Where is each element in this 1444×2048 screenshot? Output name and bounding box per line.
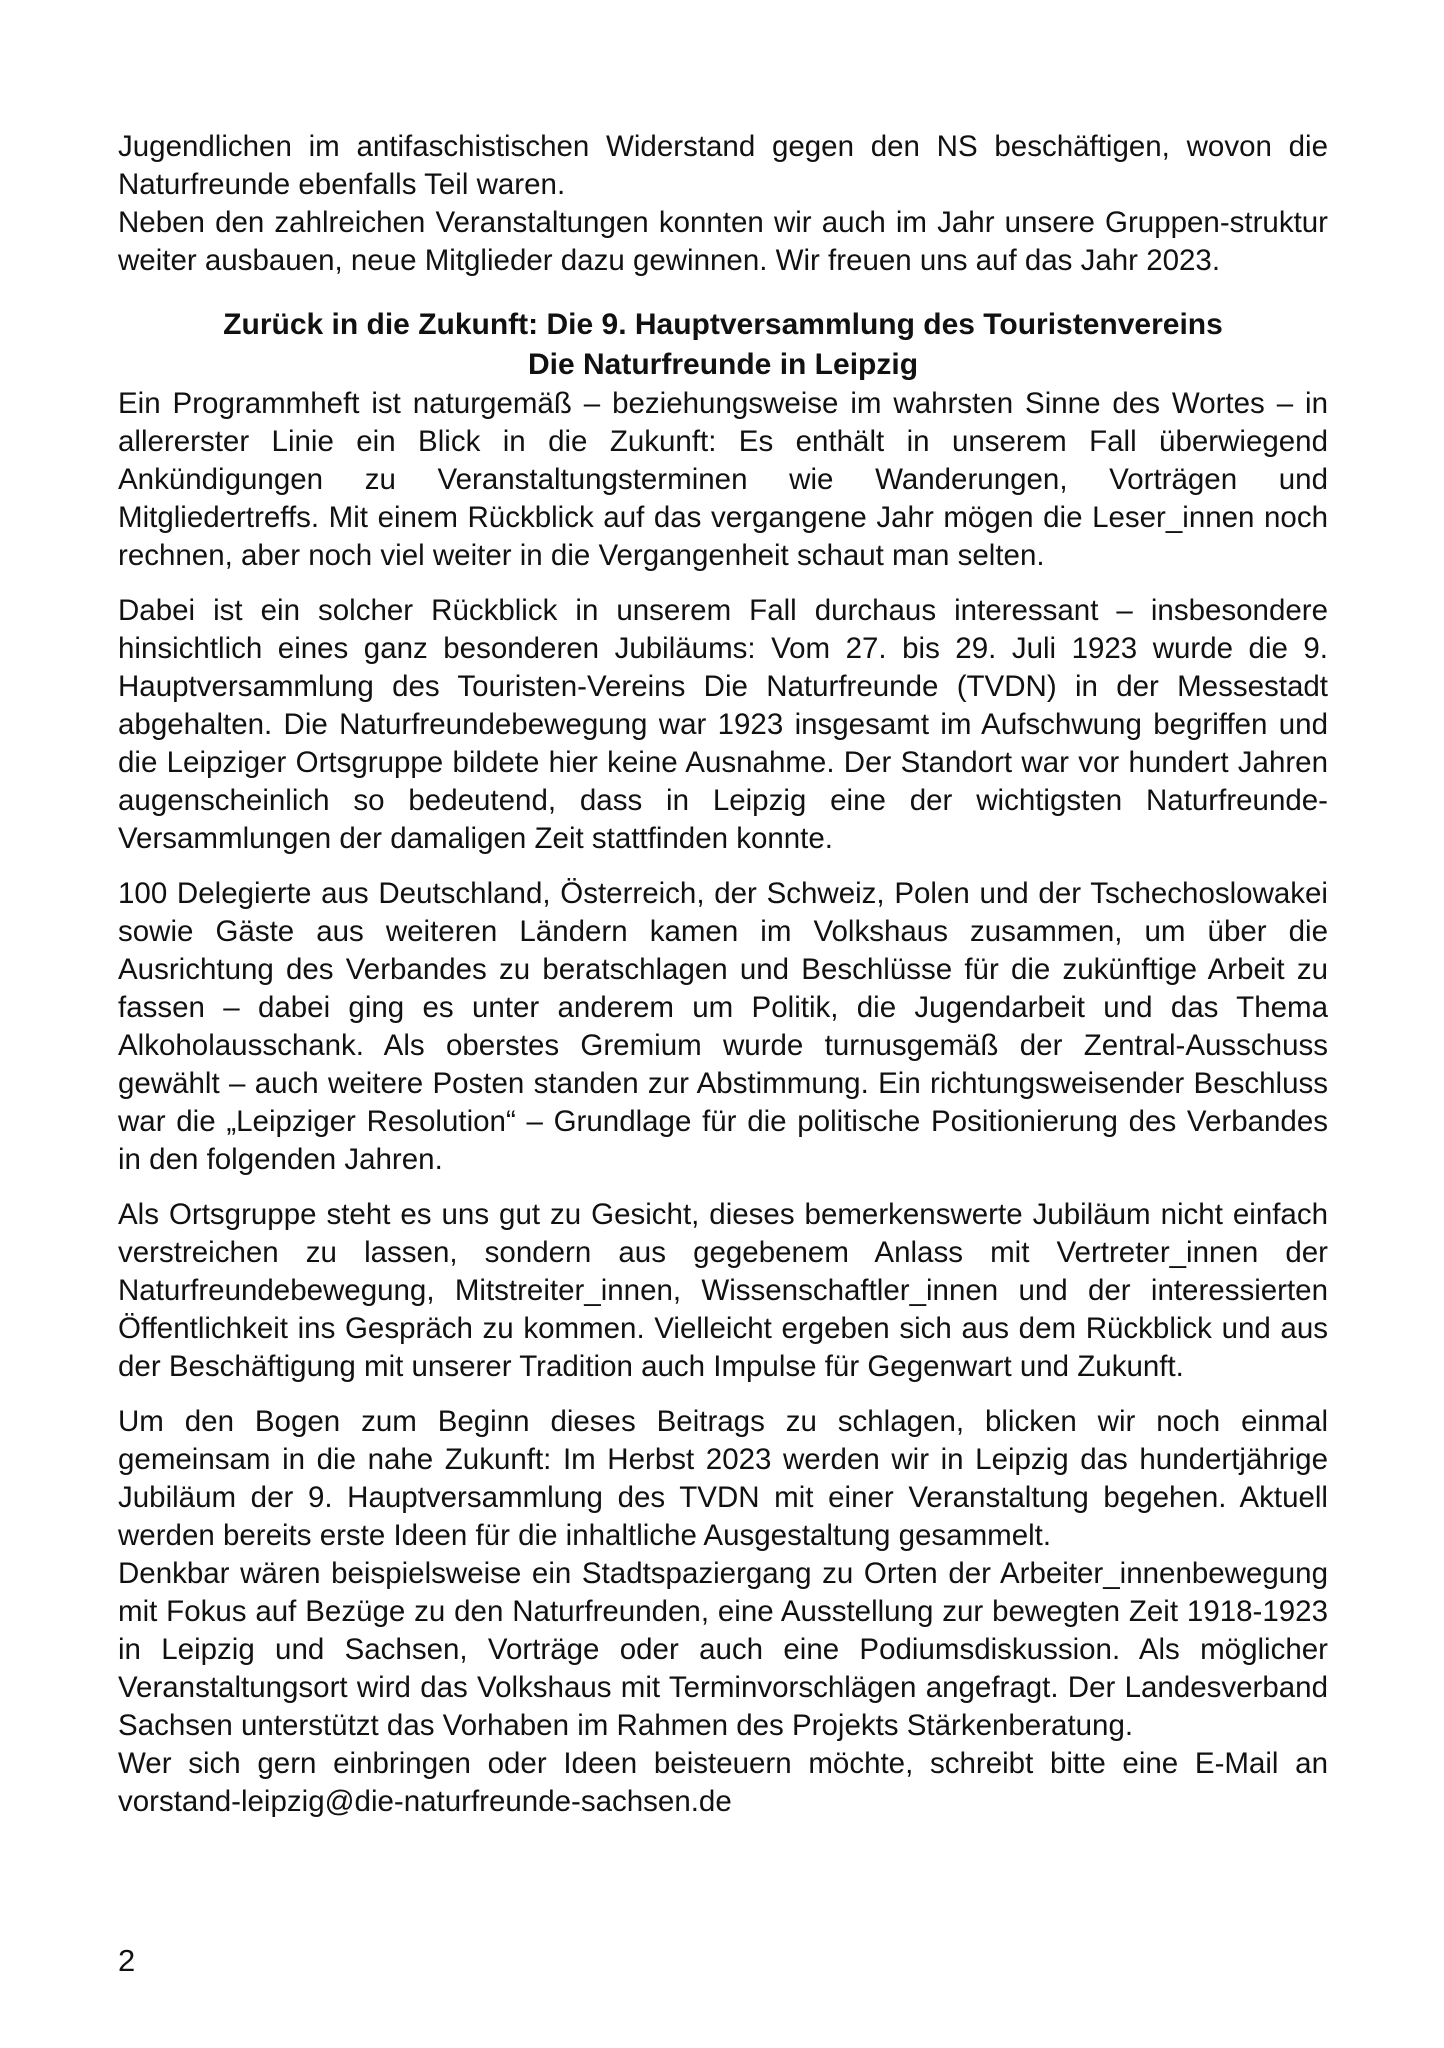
article-paragraph-4: Als Ortsgruppe steht es uns gut zu Gesicht, dieses bemerkenswerte Jubiläum nicht einfach verstreichen zu lassen, sondern aus gegebenem Anlass mit Vertreter_innen der Naturfreundebewegung, Mitstreiter_innen, Wissenschaftler_innen und der interessierten Öffentlichkeit ins Gespräch zu kommen. Vielleicht ergeben sich aus dem Rückblick und aus der Beschäftigung mit unserer Tradition auch Impulse für Gegenwart und Zukunft. [118, 1198, 1328, 1383]
intro-paragraph-2: Neben den zahlreichen Veranstaltungen konnten wir auch im Jahr unsere Gruppen-struktur weiter ausbauen, neue Mitglieder dazu gewinnen. Wir freuen uns auf das Jahr 2023. [118, 206, 1328, 277]
article-paragraph-3: 100 Delegierte aus Deutschland, Österreich, der Schweiz, Polen und der Tschechoslowakei sowie Gäste aus weiteren Ländern kamen im Volkshaus zusammen, um über die Ausrichtung des Verbandes zu beratschlagen und Beschlüsse für die zukünftige Arbeit zu fassen – dabei ging es unter anderem um Politik, die Jugendarbeit und das Thema Alkoholausschank. Als oberstes Gremium wurde turnusgemäß der Zentral-Ausschuss gewählt – auch weitere Posten standen zur Abstimmung. Ein richtungsweisender Beschluss war die „Leipziger Resolution“ – Grundlage für die politische Positionierung des Verbandes in den folgenden Jahren. [118, 877, 1328, 1176]
article-paragraph-1: Ein Programmheft ist naturgemäß – beziehungsweise im wahrsten Sinne des Wortes – in allererster Linie ein Blick in die Zukunft: Es enthält in unserem Fall überwiegend Ankündigungen zu Veranstaltungsterminen wie Wanderungen, Vorträgen und Mitgliedertreffs. Mit einem Rückblick auf das vergangene Jahr mögen die Leser_innen noch rechnen, aber noch viel weiter in die Vergangenheit schaut man selten. [118, 387, 1328, 572]
article-heading-line-2: Die Naturfreunde in Leipzig [527, 348, 919, 381]
contact-paragraph: Wer sich gern einbringen oder Ideen beisteuern möchte, schreibt bitte eine E-Mail an vorstand-leipzig@die-naturfreunde-sachsen.de [118, 1747, 1328, 1818]
intro-paragraph-1: Jugendlichen im antifaschistischen Widerstand gegen den NS beschäftigen, wovon die Naturfreunde ebenfalls Teil waren. [118, 130, 1328, 201]
article-paragraph-5: Um den Bogen zum Beginn dieses Beitrags zu schlagen, blicken wir noch einmal gemeinsam in die nahe Zukunft: Im Herbst 2023 werden wir in Leipzig das hundertjährige Jubiläum der 9. Hauptversammlung des TVDN mit einer Veranstaltung begehen. Aktuell werden bereits erste Ideen für die inhaltliche Ausgestaltung gesammelt. [118, 1405, 1328, 1552]
article-paragraph-2: Dabei ist ein solcher Rückblick in unserem Fall durchaus interessant – insbesondere hinsichtlich eines ganz besonderen Jubiläums: Vom 27. bis 29. Juli 1923 wurde die 9. Hauptversammlung des Touristen-Vereins Die Naturfreunde (TVDN) in der Messestadt abgehalten. Die Naturfreundebewegung war 1923 insgesamt im Aufschwung begriffen und die Leipziger Ortsgruppe bildete hier keine Ausnahme. Der Standort war vor hundert Jahren augenscheinlich so bedeutend, dass in Leipzig eine der wichtigsten Naturfreunde-Versammlungen der damaligen Zeit stattfinden konnte. [118, 594, 1328, 855]
article-heading-line-1: Zurück in die Zukunft: Die 9. Hauptversammlung des Touristenvereins [223, 308, 1223, 341]
article-heading [118, 305, 1328, 385]
article-paragraph-6: Denkbar wären beispielsweise ein Stadtspaziergang zu Orten der Arbeiter_innenbewegung mit Fokus auf Bezüge zu den Naturfreunden, eine Ausstellung zur bewegten Zeit 1918-1923 in Leipzig und Sachsen, Vorträge oder auch eine Podiumsdiskussion. Als möglicher Veranstaltungsort wird das Volkshaus mit Terminvorschlägen angefragt. Der Landesverband Sachsen unterstützt das Vorhaben im Rahmen des Projekts Stärkenberatung. [118, 1557, 1328, 1742]
page-number: 2 [118, 1943, 136, 1978]
document-page [118, 128, 1328, 1821]
